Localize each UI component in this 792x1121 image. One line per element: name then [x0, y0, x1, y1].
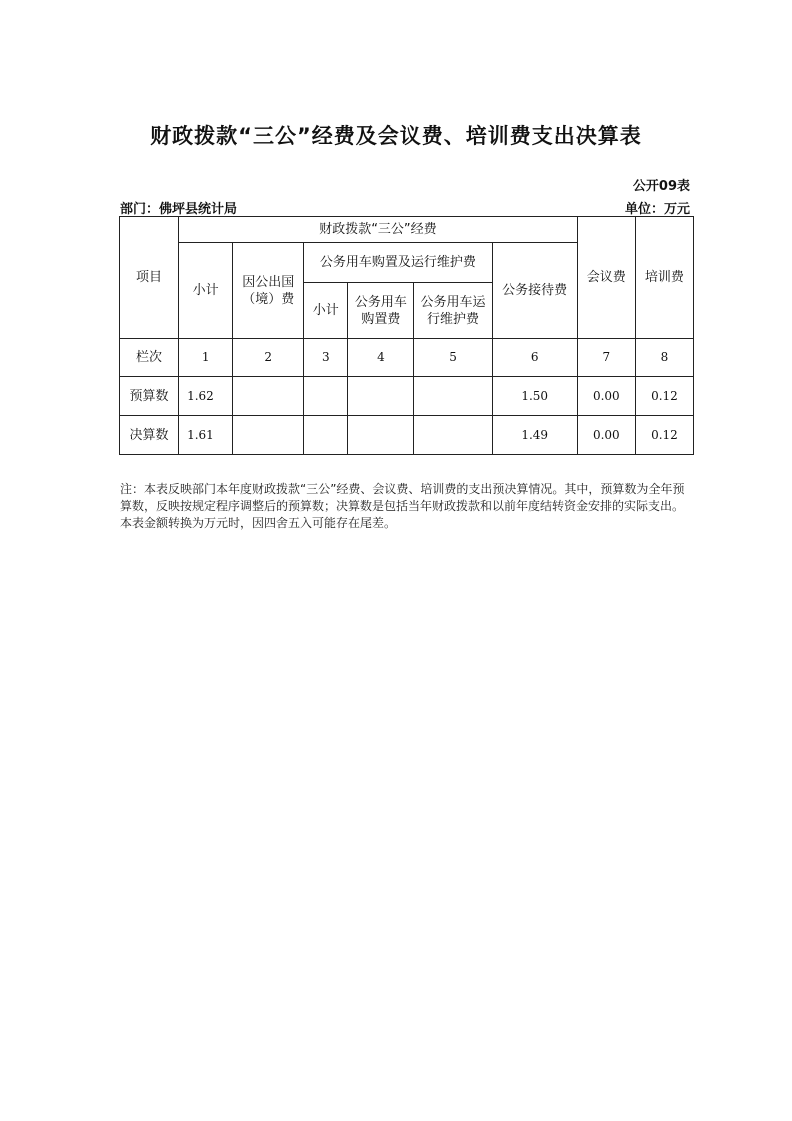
- table-cell: [414, 416, 492, 455]
- table-row: [120, 416, 694, 455]
- header-vehicle-subtotal: 小计: [304, 283, 348, 339]
- table-cell: [348, 416, 414, 455]
- table-cell: [304, 377, 348, 416]
- column-index: 2: [233, 339, 304, 377]
- header-vehicle-operation: 公务用车运行维护费: [414, 283, 492, 339]
- page-title: 财政拨款“三公”经费及会议费、培训费支出决算表: [150, 124, 642, 148]
- header-subtotal: 小计: [179, 243, 233, 339]
- table-cell: 0.12: [635, 377, 693, 416]
- table-cell: 1.49: [492, 416, 577, 455]
- column-index-label: 栏次: [120, 339, 179, 377]
- table-cell: [304, 416, 348, 455]
- column-index: 4: [348, 339, 414, 377]
- header-vehicle-group: 公务用车购置及运行维护费: [304, 243, 492, 283]
- header-abroad: 因公出国（境）费: [233, 243, 304, 339]
- unit-label: 单位：万元: [624, 202, 690, 217]
- table-cell: 0.12: [635, 416, 693, 455]
- row-label: 预算数: [120, 377, 179, 416]
- table-cell: [348, 377, 414, 416]
- header-meeting: 会议费: [577, 217, 635, 339]
- column-index: 1: [179, 339, 233, 377]
- column-index: 8: [635, 339, 693, 377]
- column-index: 5: [414, 339, 492, 377]
- header-vehicle-purchase: 公务用车购置费: [348, 283, 414, 339]
- table-cell: [233, 377, 304, 416]
- form-number: 公开09表: [632, 179, 690, 194]
- column-index: 7: [577, 339, 635, 377]
- table-cell: 0.00: [577, 416, 635, 455]
- row-label: 决算数: [120, 416, 179, 455]
- header-three-public: 财政拨款“三公”经费: [179, 217, 578, 243]
- expenditure-table: [119, 216, 694, 455]
- table-cell: 1.62: [179, 377, 233, 416]
- header-item: 项目: [120, 217, 179, 339]
- table-cell: 0.00: [577, 377, 635, 416]
- table-cell: 1.61: [179, 416, 233, 455]
- header-reception: 公务接待费: [492, 243, 577, 339]
- header-training: 培训费: [635, 217, 693, 339]
- table-row: [120, 377, 694, 416]
- table-cell: 1.50: [492, 377, 577, 416]
- footnote: 注：本表反映部门本年度财政拨款“三公”经费、会议费、培训费的支出预决算情况。其中，预算数为全年预算数，反映按规定程序调整后的预算数；决算数是包括当年财政拨款和以前年度结转资金安排的实际支出。本表金额转换为万元时，因四舍五入可能存在尾差。: [120, 482, 685, 530]
- table-cell: [233, 416, 304, 455]
- column-index-row: [120, 339, 694, 377]
- department-label: 部门：佛坪县统计局: [120, 202, 238, 217]
- column-index: 3: [304, 339, 348, 377]
- table-cell: [414, 377, 492, 416]
- column-index: 6: [492, 339, 577, 377]
